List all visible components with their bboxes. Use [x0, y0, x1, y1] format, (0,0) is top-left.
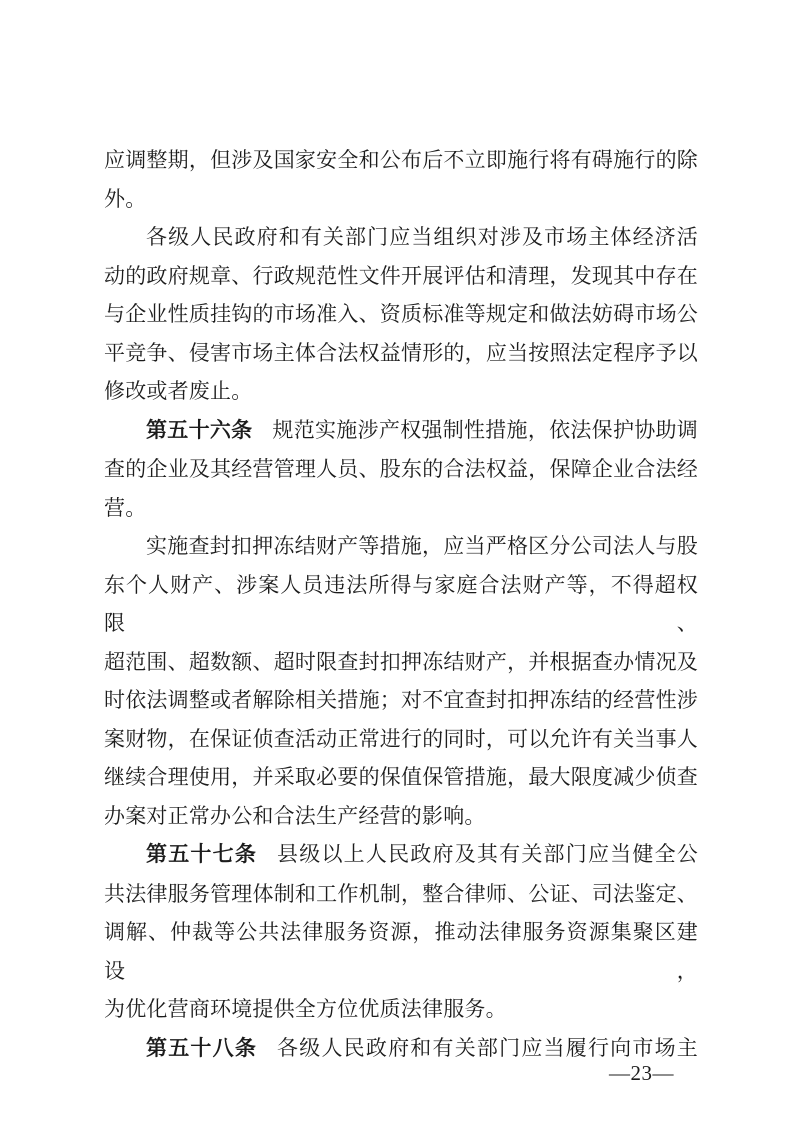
article-number: 第五十八条	[146, 1036, 258, 1060]
text-line	[104, 913, 698, 990]
text-line-article-57	[104, 835, 698, 875]
line-text: 营。	[104, 495, 147, 520]
line-text: 平竞争、侵害市场主体合法权益情形的，应当按照法定程序予以	[104, 340, 698, 365]
page-number: —23—	[609, 1061, 674, 1085]
text-line	[104, 566, 698, 643]
text-line	[104, 257, 698, 296]
line-text: 为优化营商环境提供全方位优质法律服务。	[104, 997, 507, 1021]
text-line	[104, 334, 698, 373]
text-line	[104, 758, 698, 797]
line-text: 超范围、超数额、超时限查封扣押冻结财产，并根据查办情况及	[104, 649, 698, 674]
line-text: 东个人财产、涉案人员违法所得与家庭合法财产等，不得超权限、	[104, 572, 698, 635]
article-number: 第五十六条	[146, 418, 253, 442]
text-line	[104, 875, 698, 914]
text-line	[104, 643, 698, 682]
line-text: 动的政府规章、行政规范性文件开展评估和清理，发现其中存在	[104, 263, 698, 288]
line-text: 与企业性质挂钩的市场准入、资质标准等规定和做法妨碍市场公	[104, 302, 698, 326]
text-line	[104, 527, 698, 566]
line-text: 办案对正常办公和合法生产经营的影响。	[104, 803, 486, 828]
line-text: 查的企业及其经营管理人员、股东的合法权益，保障企业合法经	[104, 457, 698, 481]
line-text: 规范实施涉产权强制性措施，依法保护协助调	[272, 417, 699, 442]
text-line	[104, 450, 698, 489]
line-text: 调解、仲裁等公共法律服务资源，推动法律服务资源集聚区建设，	[104, 920, 698, 983]
text-line	[104, 720, 698, 759]
text-line	[104, 797, 698, 836]
text-line-article-56	[104, 411, 698, 451]
text-line	[104, 489, 698, 528]
text-line	[104, 141, 698, 180]
line-text: 时依法调整或者解除相关措施；对不宜查封扣押冻结的经营性涉	[104, 688, 698, 712]
line-text: 案财物，在保证侦查活动正常进行的同时，可以允许有关当事人	[104, 726, 698, 751]
article-number: 第五十七条	[146, 843, 258, 866]
line-text: 县级以上人民政府及其有关部门应当健全公	[277, 842, 698, 866]
line-text: 外。	[104, 186, 147, 211]
text-line	[104, 180, 698, 219]
line-text: 实施查封扣押冻结财产等措施，应当严格区分公司法人与股	[146, 534, 698, 558]
line-text: 各级人民政府和有关部门应当组织对涉及市场主体经济活	[146, 225, 698, 249]
document-body	[104, 141, 698, 1068]
line-text: 共法律服务管理体制和工作机制，整合律师、公证、司法鉴定、	[104, 881, 698, 906]
line-text: 各级人民政府和有关部门应当履行向市场主	[277, 1035, 698, 1060]
line-text: 修改或者废止。	[104, 379, 253, 403]
text-line	[104, 372, 698, 411]
line-text: 继续合理使用，并采取必要的保值保管措施，最大限度减少侦查	[104, 765, 698, 789]
text-line	[104, 295, 698, 334]
text-line	[104, 218, 698, 257]
text-line	[104, 681, 698, 720]
line-text: 应调整期，但涉及国家安全和公布后不立即施行将有碍施行的除	[104, 148, 698, 172]
text-line	[104, 990, 698, 1029]
